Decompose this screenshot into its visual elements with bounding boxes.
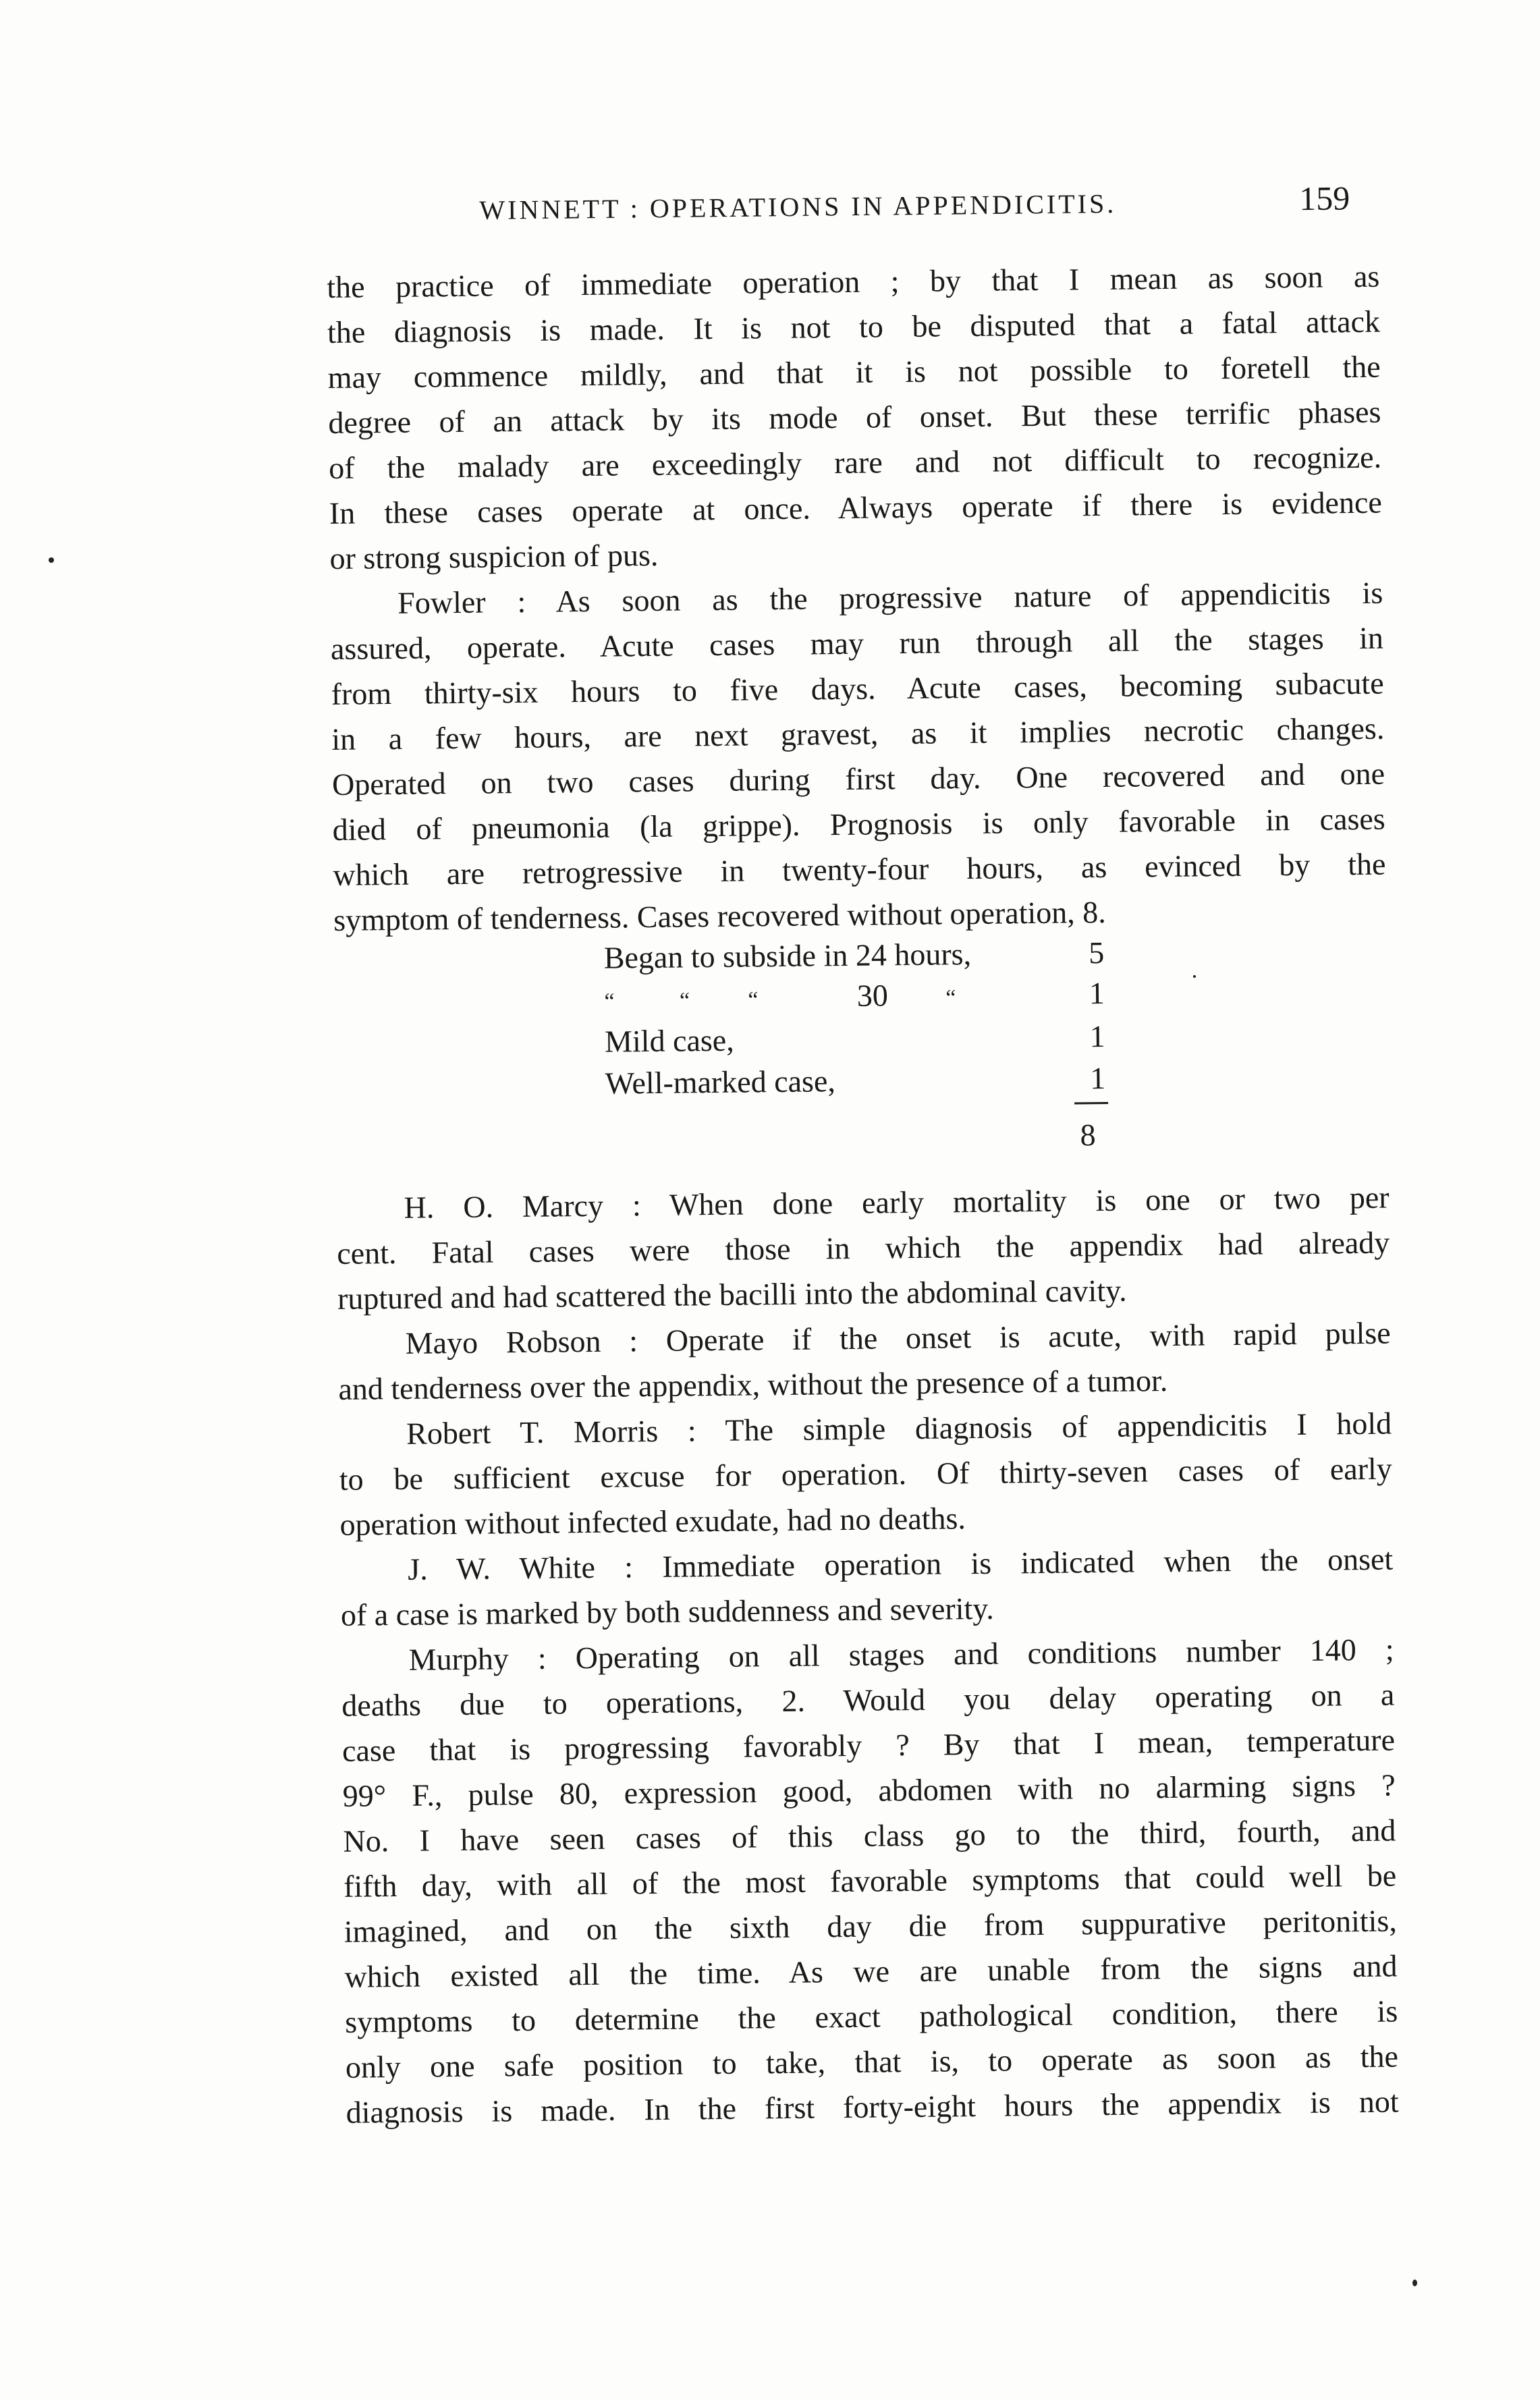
tally-row (604, 935, 1118, 982)
text-line: 99° F., pulse 80, expression good, abdomen with no alarming signs ? (342, 1767, 1396, 1813)
paragraph-robson (337, 1310, 1418, 1412)
tally-row (604, 975, 1118, 1022)
text-line: cent. Fatal cases were those in which the appendix had already (337, 1225, 1390, 1271)
text-line: which are retrogressive in twenty-four hours, as evinced by the (333, 846, 1386, 892)
ditto-mark: “ (748, 987, 759, 1013)
tally-total: 8 (1080, 1118, 1096, 1153)
text-line: degree of an attack by its mode of onset. But these terrific phases (328, 394, 1381, 440)
tally-label: Mild case, (604, 1022, 734, 1059)
sum-rule (1074, 1102, 1108, 1105)
body-text (327, 253, 1426, 2135)
text-line: died of pneumonia (la grippe). Prognosis is only favorable in cases (332, 801, 1385, 847)
case-tally (334, 932, 1390, 1186)
paragraph-morris (339, 1400, 1420, 1547)
text-line: deaths due to operations, 2. Would you delay operating on a (341, 1677, 1395, 1723)
ditto-mark: “ (945, 985, 956, 1011)
tally-count: 5 (1088, 935, 1105, 970)
text-line: Robert T. Morris : The simple diagnosis of appendicitis I hold (406, 1406, 1392, 1451)
text-line: to be sufficient excuse for operation. Of thirty-seven cases of early (339, 1451, 1393, 1497)
text-line: symptom of tenderness. Cases recovered without operation, 8. (333, 894, 1106, 937)
text-line: H. O. Marcy : When done early mortality is one or two per (404, 1180, 1390, 1225)
paragraph (327, 253, 1410, 581)
text-line: may commence mildly, and that it is not possible to foretell the (327, 349, 1381, 395)
text-line: which existed all the time. As we are unable from the signs and (344, 1948, 1398, 1994)
text-line: In these cases operate at once. Always operate if there is evidence (329, 485, 1383, 530)
tally-label: Well-marked case, (605, 1064, 836, 1101)
ditto-mark: “ (679, 988, 690, 1014)
paragraph-fowler (330, 570, 1414, 943)
text-line: of a case is marked by both suddenness and severity. (340, 1591, 995, 1632)
tally-label: Began to subside in 24 hours, (603, 937, 972, 975)
scan-speck (1193, 975, 1196, 978)
page-number: 159 (1298, 179, 1350, 218)
text-line: in a few hours, are next gravest, as it implies necrotic changes. (331, 711, 1385, 756)
text-line: operation without infected exudate, had no deaths. (339, 1501, 966, 1542)
scan-speck (49, 557, 54, 563)
text-line: Operated on two cases during first day. One recovered and one (331, 756, 1385, 802)
text-line: ruptured and had scattered the bacilli into the abdominal cavity. (337, 1273, 1127, 1316)
text-line: and tenderness over the appendix, without the presence of a tumor. (338, 1363, 1168, 1406)
tally-hours: 30 (856, 978, 889, 1013)
text-line: Fowler : As soon as the progressive nature of appendicitis is (397, 575, 1383, 620)
tally-count: 1 (1089, 1060, 1106, 1096)
text-line: fifth day, with all of the most favorable symptoms that could well be (343, 1858, 1397, 1904)
text-line: Murphy : Operating on all stages and conditions number 140 ; (408, 1632, 1394, 1677)
text-line: symptoms to determine the exact pathological condition, there is (345, 1993, 1398, 2039)
text-line: the practice of immediate operation ; by that I mean as soon as (327, 258, 1380, 304)
tally-row (605, 1060, 1118, 1107)
text-line: of the malady are exceedingly rare and not difficult to recognize. (328, 439, 1382, 485)
running-head: WINNETT : OPERATIONS IN APPENDICITIS. (479, 188, 1117, 225)
paragraph-marcy (336, 1174, 1417, 1321)
text-line: No. I have seen cases of this class go to the third, fourth, and (343, 1813, 1396, 1858)
text-line: Mayo Robson : Operate if the onset is acute, with rapid pulse (405, 1315, 1391, 1360)
text-line: assured, operate. Acute cases may run through all the stages in (330, 620, 1384, 666)
text-line: only one safe position to take, that is, to operate as soon as the (345, 2039, 1399, 2085)
tally-count: 1 (1089, 975, 1105, 1011)
text-line: case that is progressing favorably ? By that I mean, temperature (341, 1722, 1396, 1768)
tally-count: 1 (1089, 1018, 1105, 1054)
paragraph-murphy (341, 1626, 1426, 2135)
ditto-mark: “ (604, 989, 615, 1014)
text-line: from thirty-six hours to five days. Acute cases, becoming subacute (331, 665, 1384, 711)
tally-row (605, 1018, 1118, 1066)
scan-speck (1412, 2280, 1417, 2286)
text-line: or strong suspicion of pus. (329, 537, 659, 576)
text-line: the diagnosis is made. It is not to be disputed that a fatal attack (327, 304, 1381, 350)
paragraph-white (340, 1536, 1421, 1638)
text-line: imagined, and on the sixth day die from suppurative peritonitis, (343, 1903, 1398, 1949)
text-line: J. W. White : Immediate operation is indicated when the onset (407, 1541, 1394, 1587)
page-header (472, 178, 1364, 242)
text-line: diagnosis is made. In the first forty-eight hours the appendix is not (346, 2084, 1399, 2130)
